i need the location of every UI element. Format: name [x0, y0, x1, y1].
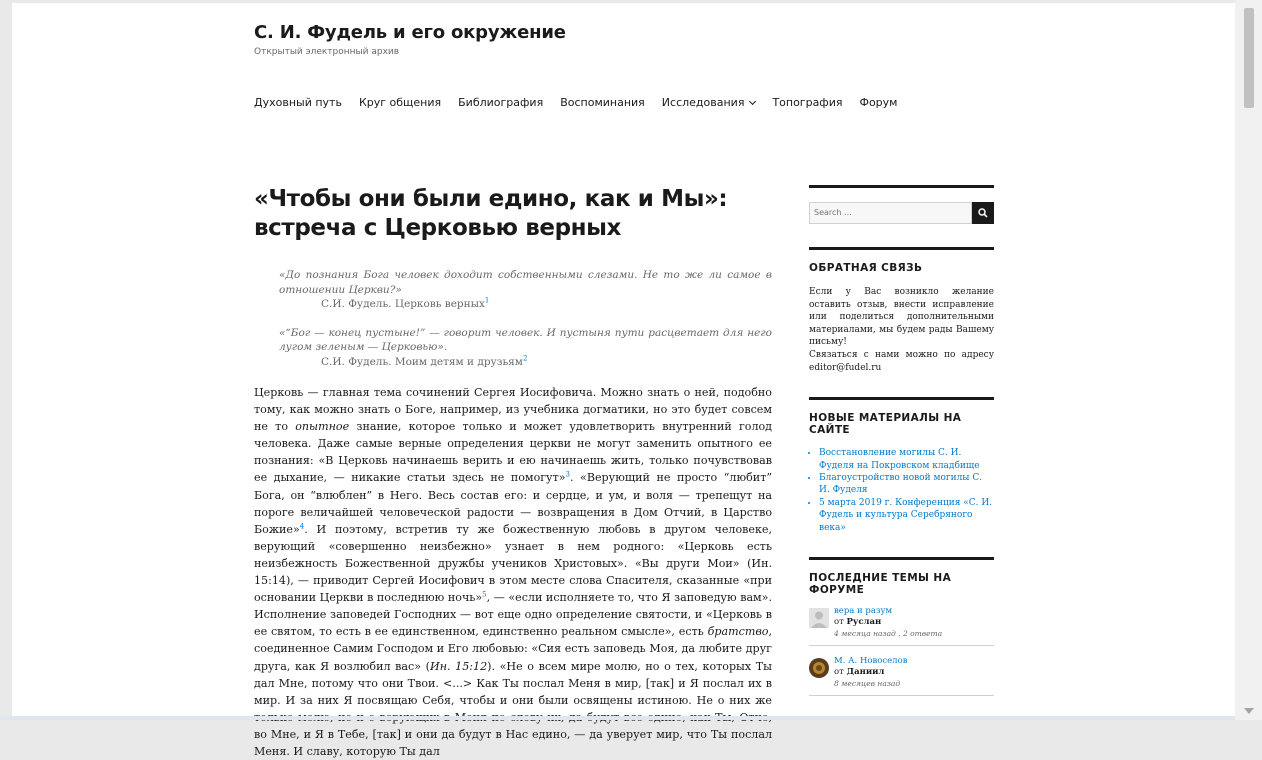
author-prefix: от: [834, 617, 844, 627]
forum-topic-link[interactable]: вера и разум: [834, 606, 893, 616]
nav-item-memoirs[interactable]: Воспоминания: [560, 96, 645, 109]
footnote-link-1[interactable]: 1: [484, 296, 490, 305]
epigraph-2-source: [321, 355, 772, 370]
text-run: , — «если исполняете то, что Я заповедую вам». Исполнение заповедей Господних — вот еще одно определение святости, и «Церковь в ее святом, то есть в ее единственном, единственно реальном смысле», есть: [254, 591, 772, 639]
author-name[interactable]: Даниил: [846, 667, 885, 677]
forum-widget: [809, 557, 994, 696]
nav-item-research[interactable]: [662, 96, 756, 109]
nav-item-topography[interactable]: Топография: [772, 96, 843, 109]
divider: [809, 557, 994, 560]
nav-item-circle[interactable]: Круг общения: [358, 96, 442, 109]
chevron-down-icon: [749, 97, 756, 104]
text-run: . «Верующий не просто “любит” Бога, он “влюблен” в Него. Весь состав его: и сердце, и ум, и воля — трепещут на пороге величайшей человеческой радости — возвращения в Дом Отчий, в Царство Божие»: [254, 471, 773, 536]
window-bottom-edge: [0, 716, 1235, 720]
epigraph-1-source-text: С.И. Фудель. Церковь верных: [321, 298, 485, 310]
forum-topic-info: [834, 606, 942, 639]
search-form: [809, 202, 994, 224]
article-title-line2: встреча с Церковью верных: [254, 215, 621, 241]
article-title: [254, 185, 772, 243]
text-run: знание, которое только и может удовлетворить внутренний голод человека. Даже самые верные определения церкви не могут заменить опытного ее познания: «В Церковь начинаешь верить и ею начинаешь жить, только почувствовав ее дыхание, — никакие статьи здесь не помогут»: [254, 420, 773, 485]
epigraph-2-source-text: С.И. Фудель. Моим детям и друзьям: [321, 355, 523, 368]
new-materials-widget: [809, 397, 994, 534]
text-run: , соединенное Самим Господом и Его любовью: «Сия есть заповедь Моя, да любите друг друга, как Я возлюбил вас» (: [254, 625, 772, 673]
article-paragraph: [254, 384, 772, 760]
footnote-link-2[interactable]: 2: [522, 354, 528, 362]
epigraph-1-source: [321, 297, 772, 312]
avatar[interactable]: [809, 658, 829, 678]
page: [12, 3, 1235, 758]
footnote-link-4[interactable]: 4: [299, 522, 305, 531]
feedback-contact: Связаться с нами можно по адресу editor@fudel.ru: [809, 349, 994, 373]
new-material-link[interactable]: • Восстановление могилы С. И. Фуделя на Покровском кладбище: [819, 447, 994, 472]
site-title[interactable]: С. И. Фудель и его окружение: [254, 22, 566, 43]
feedback-widget: [809, 247, 994, 374]
forum-title: ПОСЛЕДНИЕ ТЕМЫ НА ФОРУМЕ: [809, 572, 952, 596]
sidebar: [809, 185, 994, 696]
text-emphasis: опытное: [295, 420, 350, 434]
article: [254, 185, 772, 760]
scrollbar[interactable]: [1235, 0, 1262, 720]
forum-topic-link[interactable]: М. А. Новоселов: [834, 656, 908, 666]
footnote-link-3[interactable]: 3: [565, 470, 570, 479]
new-materials-list: [809, 447, 994, 534]
feedback-body: Если у Вас возникло желание оставить отзыв, внести исправление или поделиться дополнительными материалами, мы будем рады Вашему письму!: [809, 287, 994, 348]
divider: [809, 185, 994, 188]
epigraph-1-text: «До познания Бога человек доходит собственными слезами. Не то же ли самое в отношении Церкви?»: [279, 269, 772, 296]
search-input[interactable]: [809, 202, 972, 224]
text-run: ). «Не о всем мире молю, но о тех, которых Ты дал Мне, потому что они Твои. <...> Как Ты послал Меня в мир, [так] и Я послал их в мир. И за них Я посвящаю Себя, чтобы и они были освящены истиною. Не о них же во Мне, и Я в Тебе, [так] и они да будут в Нас едино, — да уверует мир, что Ты послал Меня. И славу, которую Ты дал: [254, 659, 772, 758]
forum-topic-author: [834, 667, 907, 678]
scroll-down-icon[interactable]: [1244, 708, 1254, 714]
search-button[interactable]: [972, 202, 994, 224]
nav-item-bibliography[interactable]: Библиография: [458, 96, 544, 109]
site-description: Открытый электронный архив: [254, 47, 400, 57]
new-material-link[interactable]: • 5 марта 2019 г. Конференция «С. И. Фудель и культура Серебряного века»: [819, 497, 994, 534]
epigraphs: [279, 268, 772, 369]
nav-item-spiritual-path[interactable]: Духовный путь: [254, 96, 342, 109]
new-materials-title: НОВЫЕ МАТЕРИАЛЫ НА САЙТЕ: [809, 412, 962, 437]
forum-topic: [809, 606, 994, 646]
epigraph-2-text: «“Бог — конец пустыне!” — говорит человек. И пустыня пути расцветает для него лугом зеленым — Церковью».: [279, 326, 772, 353]
author-prefix: от: [834, 667, 844, 677]
new-material-link[interactable]: • Благоустройство новой могилы С. И. Фуделя: [819, 472, 994, 497]
forum-topic-meta: 8 месяцев назад: [834, 679, 901, 688]
text-emphasis: Ин. 15:12: [430, 659, 488, 673]
main-nav: [254, 96, 914, 109]
nav-item-forum[interactable]: Форум: [859, 96, 898, 109]
article-title-line1: «Чтобы они были едино, как и Мы»:: [254, 186, 728, 212]
divider: [809, 247, 994, 250]
scrollbar-thumb[interactable]: [1244, 8, 1254, 108]
feedback-title: ОБРАТНАЯ СВЯЗЬ: [809, 262, 923, 274]
forum-topic-author: [834, 617, 942, 628]
text-emphasis: братство: [707, 625, 769, 639]
divider: [809, 397, 994, 400]
forum-topic-meta: 4 месяца назад , 2 ответа: [834, 629, 943, 638]
footnote-link-5[interactable]: 5: [482, 590, 487, 599]
search-icon: [978, 208, 988, 218]
text-run: Церковь — главная тема сочинений Сергея Иосифовича. Можно знать о ней, подобно тому, как можно знать о Боге, например, из учебника догматики, но это будет совсем не то: [254, 386, 772, 434]
feedback-text: [809, 286, 994, 374]
text-run: . И поэтому, встретив ту же божественную любовь в другом человеке, верующий «совершенно неизбежно» узнает в нем родного: «Церковь есть неизбежность Божественной дружбы учеников Христовых». «Вы други Мои» (Ин. 15:14), — приводит Сергей Иосифович в этом месте слова Спасителя, сказанные «при основании Церкви в последнюю ночь»: [254, 522, 772, 605]
nav-item-research-label: Исследования: [661, 96, 745, 109]
author-name[interactable]: Руслан: [846, 617, 882, 627]
forum-topic: [809, 656, 994, 696]
forum-topic-info: [834, 656, 907, 689]
avatar[interactable]: [809, 608, 829, 628]
